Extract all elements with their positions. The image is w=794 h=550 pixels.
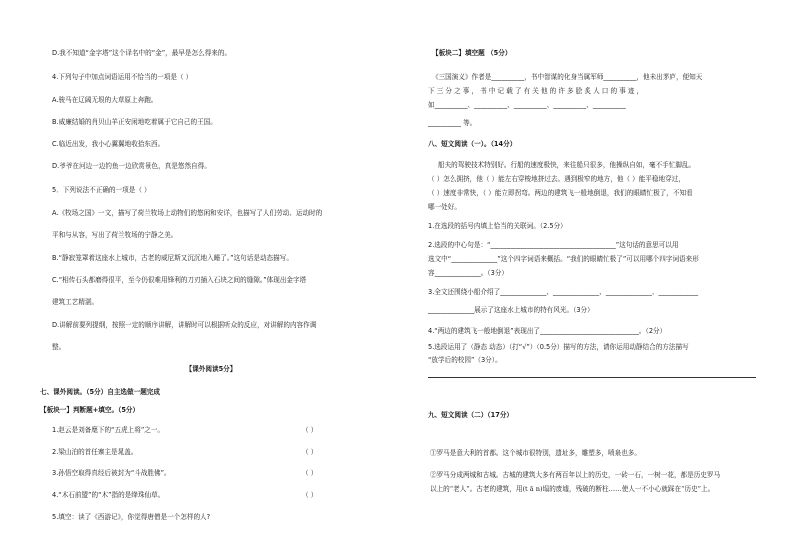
section-7-title: 七、课外阅读。（5分）自主选做一题完成 — [40, 388, 160, 396]
block-2-title: 【板块二】填空题 （5分） — [432, 49, 512, 57]
passage-1-line-2: （ ）怎么拥挤，他（ ）能左右穿梭地挤过去。遇到极窄的地方，他（ ）能平稳地穿过， — [428, 175, 685, 183]
q4-option-d: D.爷爷在河边一边钓鱼一边欣赏景色，真是悠然自得。 — [52, 162, 211, 170]
sub-question-3-line-2: ______________展示了这座水上城市的特有风光。（3分） — [428, 306, 594, 314]
q5-option-c-line2: 建筑工艺精湛。 — [52, 298, 99, 306]
sub-question-3-line-1: 3.全文还围绕小船介绍了______________、______________、______________、____________ — [428, 288, 699, 296]
passage-2-line-2: ②罗马分成两城和古城。古城的建筑大多有两百年以上的历史，一砖一石，一树一花，都是历史罗马 — [430, 471, 721, 479]
answer-line[interactable] — [428, 377, 756, 378]
question-4: 4.下列句子中加点词语运用不恰当的一项是（ ） — [52, 73, 193, 81]
q5-option-a-line1: A.《牧场之国》一文，描写了荷兰牧场上动物们的悠闲和安详，也描写了人们劳动、运动时的 — [52, 209, 323, 217]
sub-question-2-line-1: 2.选段的中心句是：“______________________________________”这句话的意思可以用 — [428, 241, 679, 249]
q5-option-d-line1: D.讲解前要列提纲，按照一定的顺序讲解，讲解时可以根据听众的反应，对讲解的内容作调 — [52, 321, 317, 329]
section-9-title: 九、短文阅读（二）（17分） — [428, 411, 514, 419]
judge-3: 3.孙悟空取得真经后被封为“斗战胜佛”。 — [52, 469, 171, 477]
sub-question-4: 4.“两边的建筑飞一般地倒退”表现出了______________________________。（2分） — [428, 327, 667, 335]
q5-option-d-line2: 整。 — [52, 343, 66, 351]
passage-1-line-1: 船夫的驾驶技术特别好。行船的速度极快，来往船只很多，他操纵自如，毫不手忙脚乱。 — [438, 161, 696, 169]
judge-4-answer[interactable]: （ ） — [302, 491, 318, 499]
sub-question-5-line-2: “放学后的校园”（3分）。 — [428, 356, 502, 364]
q5-option-b: B.“静寂笼罩着这座水上城市，古老的威尼斯又沉沉地入睡了。”这句话是动态描写。 — [52, 254, 293, 262]
q4-option-b: B.威廉结婚的肖贝山羊正安闲地吃着属于它自己的王国。 — [52, 118, 217, 126]
judge-4: 4.“木石前盟”的“木”指的是绛珠仙草。 — [52, 491, 165, 499]
judge-1: 1.赵云是刘备麾下的“五虎上将”之一。 — [52, 426, 165, 434]
judge-1-answer[interactable]: （ ） — [302, 426, 318, 434]
section-8-title: 八、短文阅读（一）。（14分） — [428, 140, 517, 148]
sub-question-5-line-1: 5.选段运用了（静态 动态）（打“√”）（0.5分）描写的方法，请你运用动静结合的方法描写 — [428, 343, 689, 351]
question-5: 5．下列说法不正确的一项是（ ） — [52, 186, 151, 194]
q4-option-d-prev: D.我不知道“金字塔”这个译名中的“金”，最早是怎么得来的。 — [52, 49, 232, 57]
q4-option-c: C.临近出发，我小心翼翼地收拾东西。 — [52, 140, 165, 148]
q4-option-a: A.骏马在辽阔无垠的大草原上奔跑。 — [52, 96, 158, 104]
fill-line-4: __________ 等。 — [428, 119, 477, 127]
sub-question-2-line-2: 选文中“______________”这个四字词语来概括。“我们的眼睛忙极了”可以用哪个四字词语来形 — [428, 255, 699, 263]
judge-2: 2.梁山泊的首任寨主是晁盖。 — [52, 448, 138, 456]
fill-line-2: 下 三 分 之 事 ， 书 中 记 载 了 有 关 他 的 许 多 脍 炙 人 口 的 事 迹 ， — [428, 87, 644, 95]
judge-3-answer[interactable]: （ ） — [302, 469, 318, 477]
passage-1-line-4: 哪一处好。 — [428, 203, 461, 211]
sub-question-2-line-3: 容______________。（3分） — [428, 269, 509, 277]
q5-option-a-line2: 平和与从容，写出了荷兰牧场的宁静之美。 — [52, 231, 178, 239]
passage-2-line-1: ①罗马是意大利的首都。这个城市很特别，遗址多，雕塑多，喷泉也多。 — [430, 449, 641, 457]
judge-2-answer[interactable]: （ ） — [302, 448, 318, 456]
sub-question-1: 1.在选段的括号内填上恰当的关联词。（2.5分） — [428, 222, 567, 230]
q5-option-c-line1: C.“相传石头都磨得很平，至今仍很难用锋利的刀刃插入石块之间的缝隙。”体现出金字塔 — [52, 276, 307, 284]
fill-line-1: 《三国演义》作者是__________，书中智谋的化身当属军师__________，他未出茅庐，便知天 — [432, 73, 703, 81]
fill-5: 5.填空：读了《西游记》，你觉得唐僧是一个怎样的人? — [52, 513, 211, 521]
extra-reading-title: 【课外阅读5分】 — [185, 365, 237, 373]
fill-line-3: 如__________、__________、__________、__________、__________ — [428, 101, 626, 109]
passage-1-line-3: （ ）速度非常快，（ ）能立即拐弯。两边的建筑飞一般地倒退，我们的眼睛忙极了，不知看 — [428, 189, 693, 197]
block-1-title: 【板块一】判断题+填空。（5分） — [40, 406, 140, 414]
passage-2-line-3: 以上的“老人”。古老的建筑，用(t ā n)塌的废墟，残破的断柱……使人一不小心就踩在“历史”上。 — [430, 485, 715, 493]
